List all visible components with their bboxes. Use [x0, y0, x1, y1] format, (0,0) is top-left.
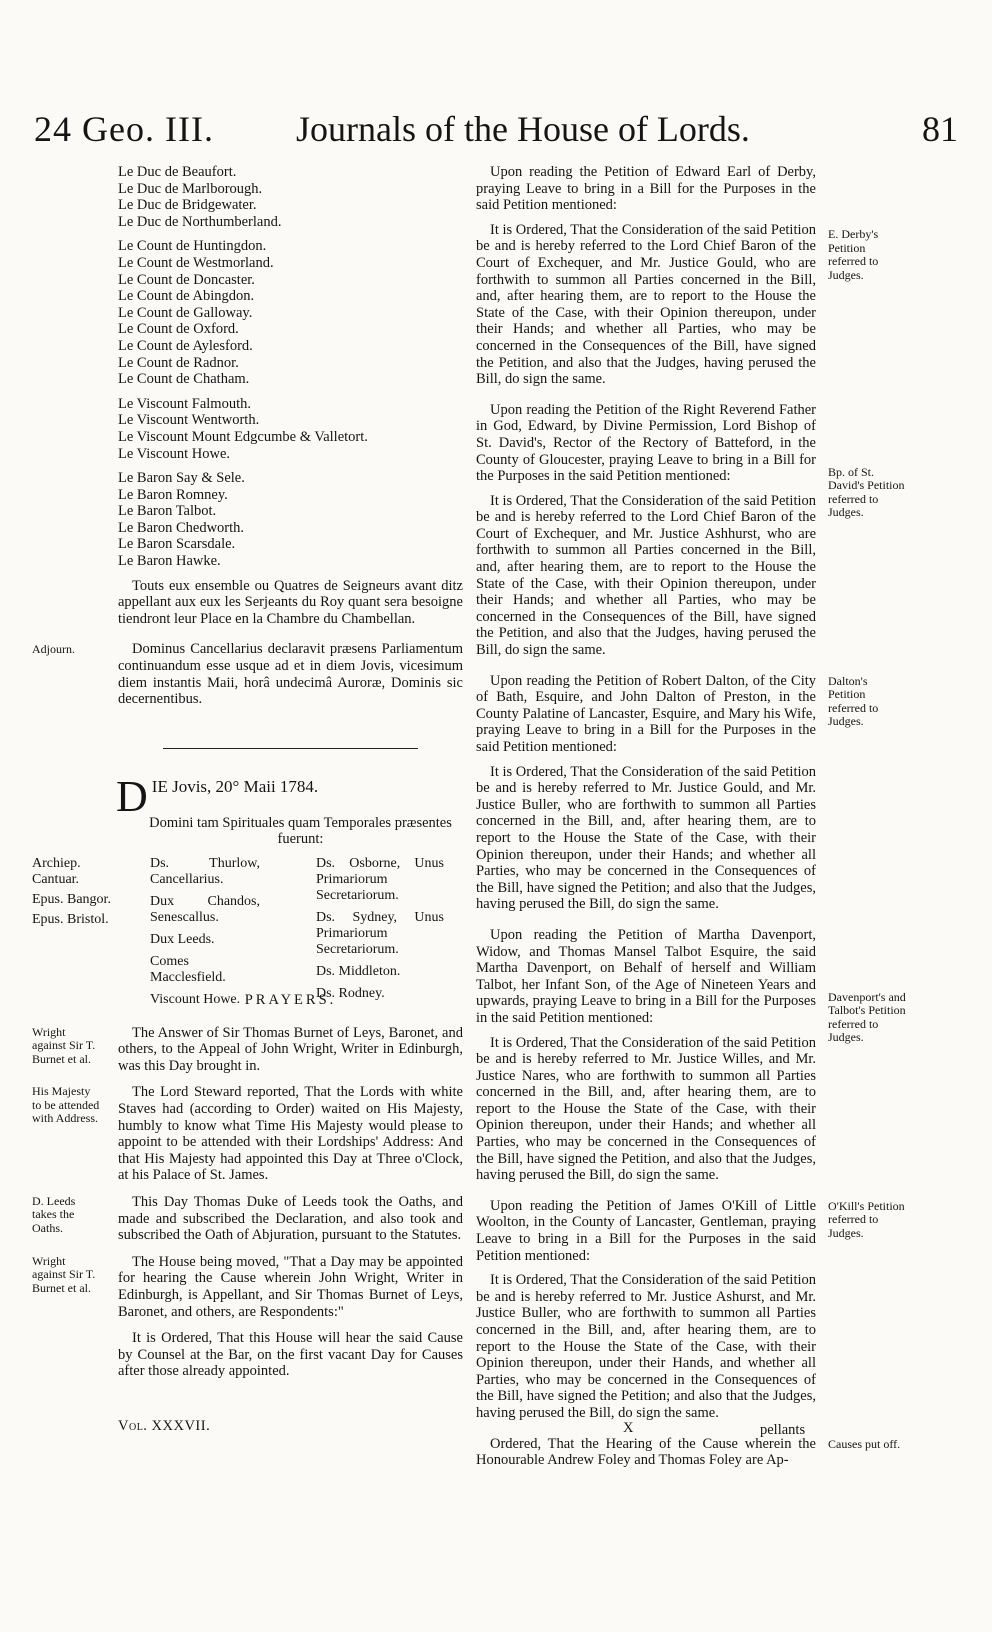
peer-name: Le Baron Romney.	[118, 486, 228, 503]
attendee: Ds. Sydney, Unus Primariorum Secretariorum.	[316, 910, 444, 957]
petition-entry	[476, 164, 879, 388]
order-text: It is Ordered, That the Consideration of the said Petition be and is hereby referred to the Lord Chief Baron of the Court of Exchequer, and Mr. Justice Ashhurst, who are forthwith to summon all Parties concerned in the Bill, and, after hearing them, are to report to the House the State of the Case, with their Opinion thereupon, under their Hands; and whether all Parties, who may be concerned in the Consequences of the Bill, have signed the Petition, and also that the Judges, having perused the Bill, do sign the same.	[476, 492, 816, 659]
peer-name: Le Count de Huntingdon.	[118, 238, 267, 255]
journal-entry	[32, 1024, 463, 1075]
peer-name: Le Count de Aylesford.	[118, 337, 253, 354]
attendee: Epus. Bangor.	[32, 892, 111, 907]
adjourn-block	[32, 641, 463, 708]
page-number: 81	[922, 109, 958, 149]
peer-name: Le Viscount Mount Edgcumbe & Valletort.	[118, 428, 368, 445]
peer-name: Le Count de Chatham.	[118, 371, 250, 388]
peer-group	[118, 238, 463, 387]
entry-text: The Lord Steward reported, That the Lords with white Staves had (according to Order) waited on His Majesty, humbly to know what Time His Majesty would please to appoint to be attended with their Lordships' Address: And that His Majesty had appointed this Day at Three o'Clock, at his Palace of St. James.	[118, 1084, 463, 1184]
peer-name: Le Count de Abingdon.	[118, 288, 255, 305]
petition-reading: Upon reading the Petition of Edward Earl of Derby, praying Leave to bring in a Bill for the Purposes in the said Petition mentioned:	[476, 164, 816, 214]
section-divider	[163, 748, 418, 749]
peer-name: Le Count de Galloway.	[118, 304, 253, 321]
peer-name: Le Baron Say & Sele.	[118, 470, 245, 487]
journal-entry	[32, 1253, 463, 1320]
petition-entry	[476, 1435, 901, 1469]
attendee: Comes Macclesfield.	[150, 954, 226, 985]
entry-text: The House being moved, "That a Day may be appointed for hearing the Cause wherein John Wright, Writer in Edinburgh, is Appellant, and Sir Thomas Burnet of Leys, Baronet, and others, are Respondents:"	[118, 1253, 463, 1320]
signature-mark: X	[623, 1420, 634, 1436]
peer-name: Le Duc de Marlborough.	[118, 180, 263, 197]
die-date: IE Jovis, 20° Maii 1784.	[151, 776, 319, 796]
peer-name: Le Duc de Northumberland.	[118, 213, 282, 230]
peer-name: Le Count de Westmorland.	[118, 254, 274, 271]
margin-note: Bp. of St. David's Petition referred to Judges.	[828, 464, 905, 520]
margin-note: Davenport's and Talbot's Petition referred to Judges.	[828, 989, 906, 1045]
attendee: Dux Chandos, Senescallus.	[150, 894, 260, 925]
petition-reading: Upon reading the Petition of James O'Kill of Little Woolton, in the County of Lancaster, Gentleman, praying Leave to bring in a Bill for the Purposes in the said Petition mentioned:	[476, 1197, 816, 1264]
peers-list	[118, 164, 463, 570]
margin-note: O'Kill's Petition referred to Judges.	[828, 1198, 905, 1240]
margin-note: His Majesty to be attended with Address.	[32, 1084, 100, 1126]
die-heading	[116, 771, 463, 821]
margin-note: Wright against Sir T. Burnet et al.	[32, 1253, 96, 1295]
order-text: It is Ordered, That the Consideration of the said Petition be and is hereby referred to Mr. Justice Willes, and Mr. Justice Nares, who are forthwith to summon all Parties concerned in the Bill, and, after hearing them, are to report to the House the State of the Case, with their Opinion thereupon, under their Hands; and whether all Parties, who may be concerned in the Consequences of the Bill, have signed the Petition, and also that the Judges, having perused the Bill, do sign the same.	[476, 1034, 816, 1184]
peer-name: Le Duc de Beaufort.	[118, 164, 237, 180]
peer-name: Le Viscount Howe.	[118, 445, 231, 462]
peer-group	[118, 470, 463, 570]
margin-note: Wright against Sir T. Burnet et al.	[32, 1024, 96, 1066]
attendee: Dux Leeds.	[150, 932, 215, 947]
peer-name: Le Baron Talbot.	[118, 503, 217, 520]
peer-name: Le Viscount Wentworth.	[118, 412, 260, 429]
peer-group	[118, 396, 463, 462]
peer-name: Le Baron Scarsdale.	[118, 536, 236, 553]
peer-name: Le Baron Hawke.	[118, 553, 221, 570]
margin-note: D. Leeds takes the Oaths.	[32, 1193, 76, 1235]
peer-group	[118, 164, 463, 230]
journal-title: Journals of the House of Lords.	[296, 109, 750, 149]
adjourn-margin-note: Adjourn.	[32, 642, 75, 657]
peer-name: Le Viscount Falmouth.	[118, 395, 251, 412]
petition-reading: Upon reading the Petition of Robert Dalton, of the City of Bath, Esquire, and John Dalton of Preston, in the County Palatine of Lancaster, Esquire, and Mary his Wife, praying Leave to bring in a Bill for the Purposes in the said Petition mentioned:	[476, 672, 816, 755]
left-column	[32, 164, 463, 1390]
attendee: Ds. Thurlow, Cancellarius.	[150, 856, 260, 887]
journal-entry	[32, 1084, 463, 1184]
petition-entry	[476, 1197, 905, 1422]
regnal-year: 24 Geo. III.	[34, 109, 214, 149]
touts-paragraph: Touts eux ensemble ou Quatres de Seigneurs avant ditz appellant aux eux les Serjeants du Roy quant sera besoigne tiendront leur Place en la Chambre du Chambellan.	[118, 577, 463, 627]
margin-note: Dalton's Petition referred to Judges.	[828, 673, 879, 729]
attendee: Ds. Middleton.	[316, 964, 401, 979]
entry-text: This Day Thomas Duke of Leeds took the Oaths, and made and subscribed the Declaration, and also took and subscribed the Oath of Abjuration, pursuant to the Statutes.	[118, 1193, 463, 1244]
petition-entry	[476, 401, 905, 659]
petition-reading: Upon reading the Petition of the Right Reverend Father in God, Edward, by Divine Permission, Lord Bishop of St. David's, Rector of the Rectory of Batteford, in the County of Gloucester, praying Leave to bring in a Bill for the Purposes in the said Petition mentioned:	[476, 401, 816, 485]
entry-text: It is Ordered, That this House will hear the said Cause by Counsel at the Bar, on the first vacant Day for Causes after those already appointed.	[118, 1330, 463, 1380]
peer-name: Le Count de Oxford.	[118, 321, 239, 338]
petition-reading: Upon reading the Petition of Martha Davenport, Widow, and Thomas Mansel Talbot Esquire, the said Martha Davenport, on Behalf of herself and William Talbot, her Infant Son, of the Age of Nineteen Years and upwards, praying Leave to bring in a Bill for the Purposes in the said Petition mentioned:	[476, 926, 816, 1026]
petition-entry	[476, 926, 906, 1184]
entry-text: The Answer of Sir Thomas Burnet of Leys, Baronet, and others, to the Appeal of John Wright, Writer in Edinburgh, was this Day brought in.	[118, 1024, 463, 1074]
drop-cap: D	[116, 771, 148, 821]
attendee: Ds. Rodney.	[316, 986, 385, 1001]
running-header	[34, 108, 958, 154]
journal-entry	[32, 1193, 463, 1244]
right-column	[476, 164, 906, 1483]
petition-entry	[476, 672, 879, 913]
peer-name: Le Count de Doncaster.	[118, 271, 255, 288]
attendee: Archiep. Cantuar.	[32, 856, 81, 887]
adjourn-text: Dominus Cancellarius declaravit præsens Parliamentum continuandum esse usque ad et in diem Jovis, vicesimum diem instantis Maii, horâ undecimâ Auroræ, Dominis sic decernentibus.	[118, 641, 463, 708]
peer-name: Le Baron Chedworth.	[118, 519, 245, 536]
catchword: pellants	[760, 1422, 806, 1438]
order-text: It is Ordered, That the Consideration of the said Petition be and is hereby referred to Mr. Justice Gould, and Mr. Justice Buller, who are forthwith to summon all Parties concerned in the Bill, and, after hearing them, are to report to the House the State of the Case, with their Opinion thereupon, under their Hands; and whether all Parties, who may be concerned in the Consequences of the Bill, have signed the Petition; and also that the Judges, having perused the Bill, do sign the same.	[476, 763, 816, 913]
peer-name: Le Count de Radnor.	[118, 354, 239, 371]
left-entries	[32, 1024, 463, 1380]
attendee: Ds. Osborne, Unus Primariorum Secretariorum.	[316, 856, 444, 903]
volume-footer: Vol. XXXVII.	[118, 1418, 211, 1434]
prayers-heading: PRAYERS.	[244, 992, 337, 1008]
journal-entry	[118, 1330, 463, 1380]
order-text: It is Ordered, That the Consideration of the said Petition be and is hereby referred to the Lord Chief Baron of the Court of Exchequer, and Mr. Justice Gould, who are forthwith to summon all Parties concerned in the Bill, and, after hearing them, are to report to the House the State of the Case, with their Opinion thereupon, under their Hands; and whether all Parties, who may be concerned in the Consequences of the Bill, have signed the Petition, and also that the Judges, having perused the Bill, do sign the same.	[476, 221, 816, 388]
petition-reading: Ordered, That the Hearing of the Cause wherein the Honourable Andrew Foley and Thomas Foley are Ap-	[476, 1435, 816, 1469]
order-text: It is Ordered, That the Consideration of the said Petition be and is hereby referred to Mr. Justice Ashurst, and Mr. Justice Buller, who are forthwith to summon all Parties concerned in the Bill, and, after hearing them, are to report to the House the State of the Case, with their Opinion thereupon, under their Hands, and whether all Parties, who may be concerned in the Consequences of the Bill, have signed the Petition; and also that the Judges, having perused the Bill, do sign the same.	[476, 1272, 816, 1421]
attendee: Epus. Bristol.	[32, 912, 109, 927]
attendee: Viscount Howe.	[150, 992, 241, 1007]
attendance-heading: Domini tam Spirituales quam Temporales præsentes fuerunt:	[149, 814, 452, 848]
peer-name: Le Duc de Bridgewater.	[118, 197, 257, 214]
margin-note: E. Derby's Petition referred to Judges.	[828, 227, 879, 282]
margin-note: Causes put off.	[828, 1436, 901, 1451]
